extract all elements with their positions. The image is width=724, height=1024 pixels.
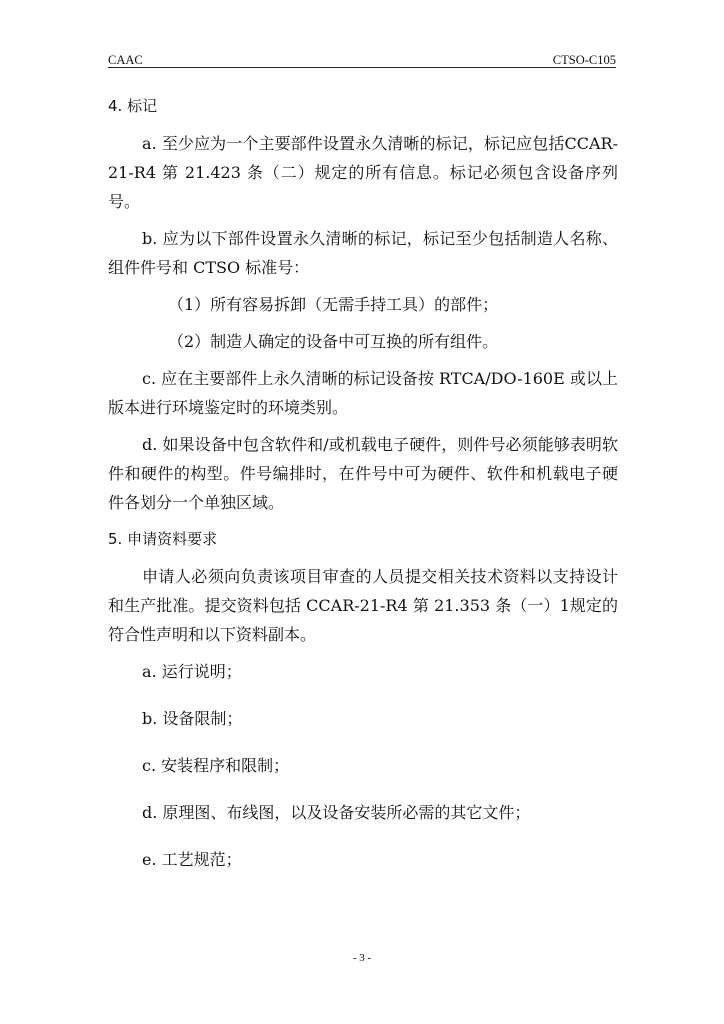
section-4-para-b: b. 应为以下部件设置永久清晰的标记，标记至少包括制造人名称、组件件号和 CTSO 标准号：	[108, 229, 618, 277]
section-4-item-b1: （1）所有容易拆卸（无需手持工具）的部件；	[168, 295, 499, 314]
section-4-item-b2: （2）制造人确定的设备中可互换的所有组件。	[168, 332, 499, 351]
section-5-intro: 申请人必须向负责该项目审查的人员提交相关技术资料以支持设计和生产批准。提交资料包括 CCAR-21-R4 第 21.353 条（一）1规定的符合性声明和以下资料副本。	[108, 567, 618, 644]
document-body	[108, 92, 618, 892]
section-4-para-c: c. 应在主要部件上永久清晰的标记设备按 RTCA/DO-160E 或以上版本进行环境鉴定时的环境类别。	[108, 369, 618, 417]
page-header	[108, 53, 616, 68]
section-4-heading: 4. 标记	[108, 97, 158, 115]
section-5-item-c: c. 安装程序和限制；	[142, 756, 290, 775]
section-5-item-e: e. 工艺规范；	[142, 850, 242, 869]
section-5-item-d: d. 原理图、布线图，以及设备安装所必需的其它文件；	[142, 803, 531, 822]
section-4-para-d: d. 如果设备中包含软件和/或机载电子硬件，则件号必须能够表明软件和硬件的构型。件号编排时，在件号中可为硬件、软件和机载电子硬件各划分一个单独区域。	[108, 435, 618, 512]
section-4-para-a: a. 至少应为一个主要部件设置永久清晰的标记，标记应包括CCAR-21-R4 第 21.423 条（二）规定的所有信息。标记必须包含设备序列号。	[108, 134, 618, 211]
section-5-heading: 5. 申请资料要求	[108, 530, 218, 548]
page-number: - 3 -	[352, 952, 372, 964]
section-5-item-b: b. 设备限制；	[142, 709, 243, 728]
header-doc-id: CTSO-C105	[552, 53, 616, 67]
header-org: CAAC	[108, 53, 143, 67]
section-5-item-a: a. 运行说明；	[142, 662, 242, 681]
